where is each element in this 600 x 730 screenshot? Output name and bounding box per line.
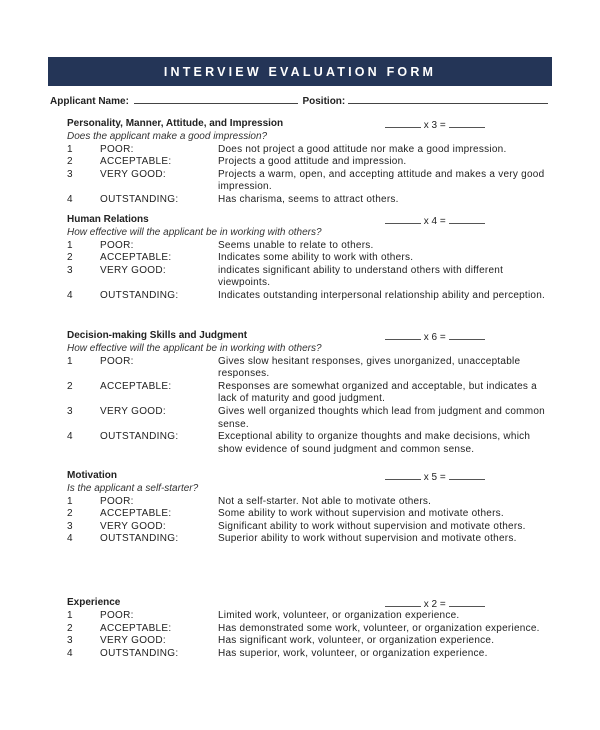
rating-row (67, 635, 557, 648)
rating-blank[interactable] (385, 470, 421, 480)
rating-number: 2 (67, 156, 73, 168)
rating-level: ACCEPTABLE: (100, 156, 172, 168)
score-multiplier (385, 470, 485, 485)
rating-description: Gives well organized thoughts which lead from judgment and common sense. (218, 405, 545, 430)
section-title: Motivation (67, 470, 117, 481)
section-header (67, 330, 557, 343)
rating-number: 3 (67, 635, 73, 647)
rating-description: Not a self-starter. Not able to motivate others. (218, 495, 432, 507)
rating-level: ACCEPTABLE: (100, 622, 172, 634)
score-blank[interactable] (449, 470, 485, 480)
rating-row (67, 194, 557, 207)
rating-level: VERY GOOD: (100, 264, 166, 276)
rating-row (67, 496, 557, 509)
form-title: INTERVIEW EVALUATION FORM (163, 64, 437, 79)
rating-description: Limited work, volunteer, or organization experience. (218, 610, 460, 621)
multiplier-label: x 5 = (423, 472, 446, 483)
form-title-banner (48, 57, 552, 86)
rating-row (67, 431, 557, 456)
rating-number: 2 (67, 252, 73, 264)
rating-number: 1 (67, 495, 73, 507)
section-header (67, 470, 557, 483)
score-blank[interactable] (449, 330, 485, 340)
rating-blank[interactable] (385, 597, 421, 607)
score-blank[interactable] (449, 214, 485, 224)
rating-description: Has superior, work, volunteer, or organization experience. (218, 647, 488, 659)
rating-number: 2 (67, 380, 73, 392)
score-multiplier (385, 118, 485, 133)
criteria-section (67, 597, 557, 660)
score-multiplier (385, 214, 485, 229)
rating-row (67, 508, 557, 521)
rating-level: POOR: (100, 495, 134, 507)
rating-level: ACCEPTABLE: (100, 252, 172, 264)
criteria-section (67, 118, 557, 207)
criteria-section (67, 470, 557, 546)
rating-description: Some ability to work without supervision and motivate others. (218, 508, 504, 520)
rating-description: Gives slow hesitant responses, gives unorganized, unacceptable responses. (218, 355, 521, 380)
rating-number: 3 (67, 405, 73, 417)
position-field[interactable] (348, 94, 548, 104)
rating-row (67, 648, 557, 661)
rating-level: ACCEPTABLE: (100, 508, 172, 520)
section-header (67, 214, 557, 227)
section-title: Personality, Manner, Attitude, and Impression (67, 118, 284, 129)
score-multiplier (385, 597, 485, 612)
rating-level: POOR: (100, 610, 134, 621)
rating-description: Has charisma, seems to attract others. (218, 193, 399, 205)
rating-number: 1 (67, 143, 73, 155)
rating-description: Projects a good attitude and impression. (218, 156, 407, 168)
rating-row (67, 144, 557, 157)
rating-description: Seems unable to relate to others. (218, 239, 374, 251)
rating-description: Indicates some ability to work with others. (218, 252, 414, 264)
rating-row (67, 356, 557, 381)
rating-row (67, 252, 557, 265)
rating-number: 2 (67, 508, 73, 520)
rating-level: VERY GOOD: (100, 405, 166, 417)
rating-number: 4 (67, 193, 73, 205)
section-question: Is the applicant a self-starter? (67, 483, 199, 494)
rating-number: 1 (67, 355, 73, 367)
rating-blank[interactable] (385, 330, 421, 340)
rating-description: Exceptional ability to organize thoughts and make decisions, which show evidence of sound judgment and common sense. (218, 431, 531, 455)
section-header (67, 118, 557, 131)
rating-level: POOR: (100, 239, 134, 251)
rating-level: OUTSTANDING: (100, 289, 179, 301)
rating-level: OUTSTANDING: (100, 431, 179, 443)
rating-description: indicates significant ability to understand others with different viewpoints. (218, 264, 504, 289)
rating-row (67, 533, 557, 546)
rating-level: OUTSTANDING: (100, 533, 179, 545)
section-title: Human Relations (67, 214, 149, 225)
rating-row (67, 521, 557, 534)
rating-level: VERY GOOD: (100, 635, 166, 647)
applicant-row (50, 94, 550, 107)
criteria-section (67, 214, 557, 303)
criteria-section (67, 330, 557, 456)
rating-level: OUTSTANDING: (100, 647, 179, 659)
rating-row (67, 290, 557, 303)
rating-description: Has demonstrated some work, volunteer, or organization experience. (218, 622, 540, 634)
multiplier-label: x 2 = (423, 599, 446, 610)
rating-row (67, 156, 557, 169)
rating-number: 1 (67, 239, 73, 251)
rating-description: Has significant work, volunteer, or organization experience. (218, 635, 495, 647)
rating-level: ACCEPTABLE: (100, 380, 172, 392)
multiplier-label: x 4 = (423, 216, 446, 227)
section-question: Does the applicant make a good impression? (67, 131, 268, 142)
rating-row (67, 623, 557, 636)
rating-description: Significant ability to work without supervision and motivate others. (218, 520, 526, 532)
score-blank[interactable] (449, 118, 485, 128)
section-header (67, 597, 557, 610)
rating-number: 3 (67, 168, 73, 180)
rating-row (67, 265, 557, 290)
position-label: Position: (302, 96, 346, 107)
rating-description: Indicates outstanding interpersonal relationship ability and perception. (218, 289, 546, 301)
rating-level: OUTSTANDING: (100, 193, 179, 205)
rating-row (67, 240, 557, 253)
rating-number: 4 (67, 647, 73, 659)
rating-level: POOR: (100, 143, 134, 155)
rating-level: VERY GOOD: (100, 520, 166, 532)
rating-number: 4 (67, 431, 73, 443)
rating-number: 4 (67, 289, 73, 301)
section-question: How effective will the applicant be in working with others? (67, 343, 322, 354)
rating-description: Projects a warm, open, and accepting attitude and makes a very good impression. (218, 168, 545, 193)
rating-blank[interactable] (385, 118, 421, 128)
section-title: Experience (67, 597, 121, 608)
rating-description: Responses are somewhat organized and acceptable, but indicates a lack of maturity and good judgment. (218, 380, 537, 405)
rating-description: Superior ability to work without supervision and motivate others. (218, 533, 517, 545)
rating-row (67, 406, 557, 431)
rating-number: 3 (67, 264, 73, 276)
score-multiplier (385, 330, 485, 345)
section-question: How effective will the applicant be in working with others? (67, 227, 322, 238)
rating-level: VERY GOOD: (100, 168, 166, 180)
rating-number: 1 (67, 610, 73, 621)
rating-row (67, 381, 557, 406)
applicant-name-label: Applicant Name: (50, 96, 129, 107)
rating-row (67, 169, 557, 194)
rating-number: 3 (67, 520, 73, 532)
applicant-name-field[interactable] (134, 94, 298, 104)
rating-level: POOR: (100, 355, 134, 367)
rating-blank[interactable] (385, 214, 421, 224)
rating-row (67, 610, 557, 623)
score-blank[interactable] (449, 597, 485, 607)
section-title: Decision-making Skills and Judgment (67, 330, 248, 341)
multiplier-label: x 6 = (423, 332, 446, 343)
rating-number: 2 (67, 622, 73, 634)
rating-description: Does not project a good attitude nor make a good impression. (218, 143, 507, 155)
rating-number: 4 (67, 533, 73, 545)
multiplier-label: x 3 = (423, 120, 446, 131)
